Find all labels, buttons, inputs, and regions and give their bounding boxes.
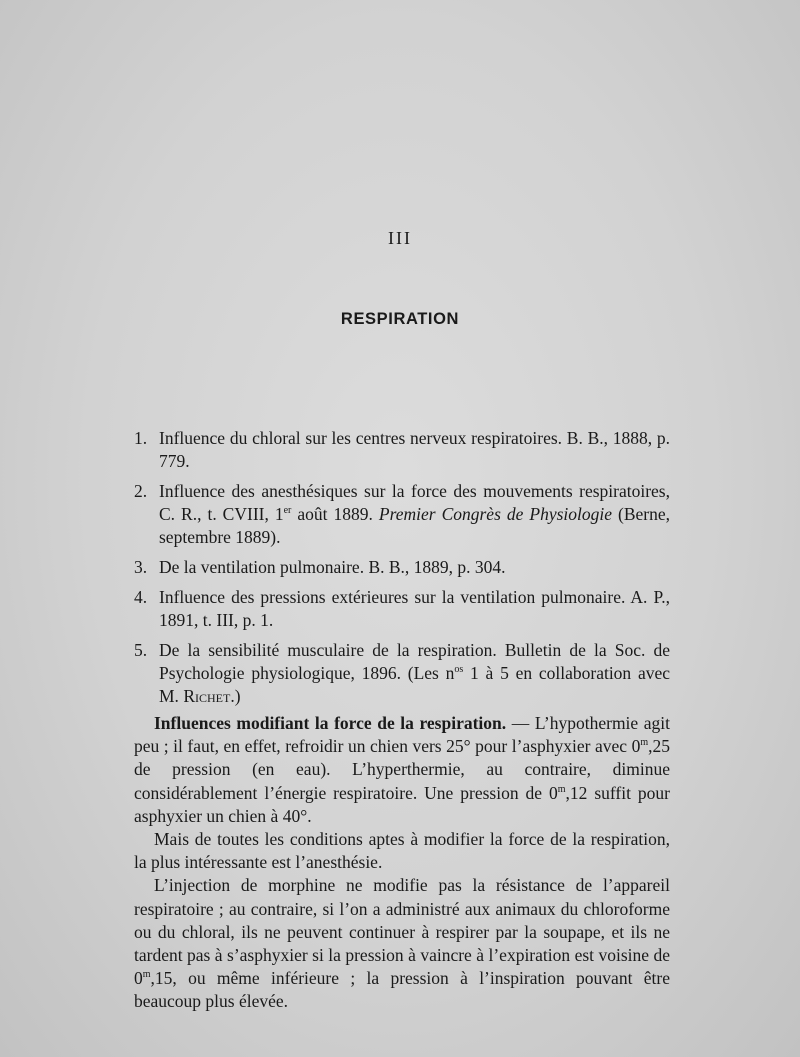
- superscript: os: [454, 664, 464, 675]
- reference-text: Influence des anesthésiques sur la force des mouvements respiratoires, C. R., t. CVIII, 1: [159, 481, 670, 524]
- reference-item: [134, 639, 670, 708]
- paragraph-text: ,12 suffit pour asphyxier un chien à 40°.: [134, 782, 670, 826]
- paragraph-text: Mais de toutes les conditions aptes à modifier la force de la respiration, la plus intéressante est l’anesthésie.: [134, 829, 670, 873]
- superscript: m: [640, 737, 649, 749]
- reference-number: 4.: [134, 587, 148, 607]
- paragraph: [134, 712, 670, 828]
- reference-item: [134, 586, 670, 632]
- paragraph-text: ,25 de pression (en eau). L’hyperthermie, au contraire, diminue considérablement l’énergie respiratoire. Une pression de 0: [134, 736, 670, 803]
- paragraph-text: ,15, ou même inférieure ; la pression à l’inspiration pouvant être beaucoup plus élevée.: [134, 968, 670, 1012]
- reference-list: [134, 427, 670, 715]
- reference-text: De la ventilation pulmonaire. B. B., 1889, p. 304.: [159, 557, 506, 577]
- reference-item: [134, 556, 670, 579]
- reference-item: [134, 480, 670, 549]
- paragraph: [134, 874, 670, 1013]
- reference-item: [134, 427, 670, 473]
- reference-number: 1.: [134, 428, 148, 448]
- reference-text: 1 à 5 en collaboration avec M.: [159, 663, 670, 706]
- paragraph-text: L’injection de morphine ne modifie pas la résistance de l’appareil respiratoire ; au contraire, si l’on a administré aux animaux du chloroforme ou du chloral, ils ne peuvent continuer à respirer par la soupape, et ils ne tardent pas à s’asphyxier si la pression à vaincre à l’expiration est voisine de 0: [134, 875, 670, 989]
- reference-number: 3.: [134, 557, 148, 577]
- reference-text: (Berne, septembre 1889).: [159, 504, 670, 547]
- reference-text: De la sensibilité musculaire de la respiration. Bulletin de la Soc. de Psychologie physiologique, 1896. (Les n: [159, 640, 670, 683]
- reference-text: .): [230, 686, 241, 706]
- reference-text: août 1889.: [291, 504, 379, 524]
- reference-italic-title: Premier Congrès de Physiologie: [378, 504, 612, 524]
- reference-number: 5.: [134, 640, 148, 660]
- author-name: Richet: [183, 686, 231, 706]
- body-text: [134, 712, 670, 1014]
- reference-text: Influence des pressions extérieures sur la ventilation pulmonaire. A. P., 1891, t. III, p. 1.: [159, 587, 670, 630]
- superscript: er: [283, 505, 292, 516]
- chapter-number: III: [388, 228, 412, 248]
- reference-number: 2.: [134, 481, 148, 501]
- section-title: RESPIRATION: [340, 310, 460, 328]
- paragraph: [134, 828, 670, 874]
- paragraph-text: — L’hypothermie agit peu ; il faut, en effet, refroidir un chien vers 25° pour l’asphyxier avec 0: [134, 713, 670, 757]
- superscript: m: [557, 783, 566, 795]
- run-in-heading: Influences modifiant la force de la respiration.: [154, 713, 507, 733]
- reference-text: Influence du chloral sur les centres nerveux respiratoires. B. B., 1888, p. 779.: [159, 428, 670, 471]
- superscript: m: [142, 969, 151, 981]
